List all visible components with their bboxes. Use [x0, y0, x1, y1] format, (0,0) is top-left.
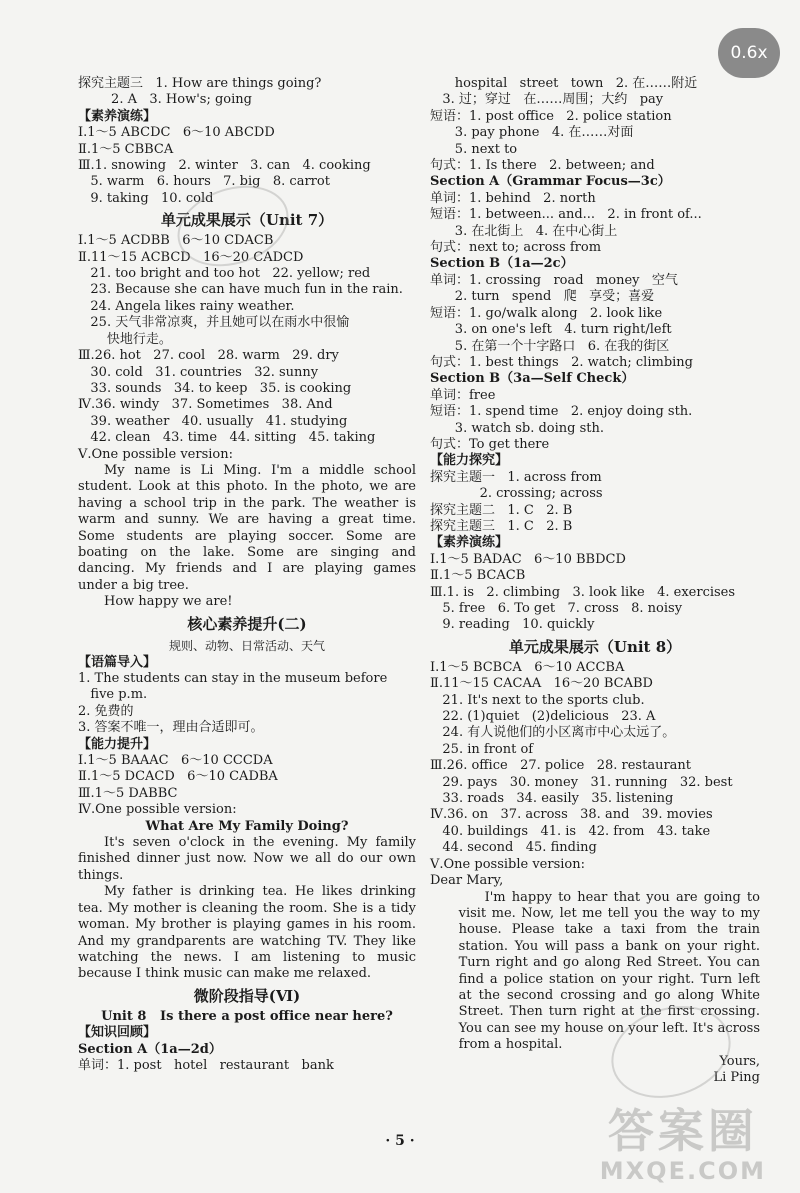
- section-heading: Section B（3a—Self Check）: [430, 371, 635, 387]
- answer-line: 24. Angela likes rainy weather.: [78, 298, 295, 314]
- answer-line: Ⅱ.11～15 CACAA 16～20 BCABD: [430, 676, 653, 692]
- answer-line: 21. too bright and too hot 22. yellow; red: [78, 266, 371, 282]
- answer-line: 40. buildings 41. is 42. from 43. take: [430, 823, 711, 839]
- answer-line: Ⅱ.1～5 BCACB: [430, 568, 526, 584]
- answer-line: Ⅰ.1～5 ACDBB 6～10 CDACB: [78, 233, 274, 249]
- answer-line: 33. sounds 34. to keep 35. is cooking: [78, 380, 352, 396]
- answer-line: Ⅱ.1～5 CBBCA: [78, 141, 174, 157]
- answer-line: 21. It's next to the sports club.: [430, 692, 645, 708]
- unit-title: 单元成果展示（Unit 7）: [160, 211, 334, 230]
- answer-line: 24. 有人说他们的小区离市中心太远了。: [430, 725, 676, 741]
- answer-line: Ⅴ.One possible version:: [78, 446, 233, 462]
- answer-line: 3. 过；穿过 在……周围；大约 pay: [430, 92, 664, 108]
- section-heading: 【知识回顾】: [78, 1025, 157, 1041]
- section-heading: Section A（1a—2d）: [78, 1041, 222, 1057]
- answer-line: Ⅱ.1～5 DCACD 6～10 CADBA: [78, 769, 278, 785]
- answer-line: 9. taking 10. cold: [78, 190, 214, 206]
- answer-line: 42. clean 43. time 44. sitting 45. taking: [78, 430, 376, 446]
- answer-line: 44. second 45. finding: [430, 840, 597, 856]
- answer-line: hospital street town 2. 在……附近: [430, 76, 698, 91]
- section-heading: 【能力提升】: [78, 736, 157, 752]
- answer-line: 5. next to: [430, 141, 518, 157]
- answer-line: 单词：1. crossing road money 空气: [430, 272, 678, 288]
- unit-title: 微阶段指导(Ⅵ): [193, 986, 301, 1005]
- answer-line: 单词：1. behind 2. north: [430, 190, 596, 206]
- answer-line: 句式：To get there: [430, 436, 550, 452]
- answer-line: 29. pays 30. money 31. running 32. best: [430, 774, 733, 790]
- signature-line: Li Ping: [713, 1069, 760, 1085]
- answer-line: Ⅲ.1. snowing 2. winter 3. can 4. cooking: [78, 158, 371, 174]
- answer-line: 单词：free: [430, 387, 496, 403]
- answer-line: Ⅲ.1～5 DABBC: [78, 785, 178, 801]
- answer-line: Ⅰ.1～5 BCBCA 6～10 ACCBA: [430, 659, 625, 675]
- essay-title: Unit 8 Is there a post office near here?: [101, 1008, 393, 1024]
- signature-line: Yours,: [719, 1053, 760, 1069]
- answer-line: Ⅰ.1～5 BAAAC 6～10 CCCDA: [78, 753, 273, 769]
- answer-line: 3. on one's left 4. turn right/left: [430, 322, 672, 338]
- answer-line: 5. 在第一个十字路口 6. 在我的街区: [430, 338, 670, 354]
- answer-line: 快地行走。: [78, 331, 172, 347]
- answer-line: Ⅱ.11～15 ACBCD 16～20 CADCD: [78, 249, 304, 265]
- section-heading: 【语篇导入】: [78, 654, 157, 670]
- right-column: [430, 76, 760, 1086]
- answer-line: 探究主题三 1. How are things going?: [78, 76, 322, 91]
- answer-line: 2. turn spend 爬 享受；喜爱: [430, 289, 655, 305]
- answer-line: Ⅳ.One possible version:: [78, 802, 237, 818]
- section-heading: Section A（Grammar Focus—3c）: [430, 174, 671, 190]
- answer-line: 2. A 3. How's; going: [78, 92, 252, 108]
- answer-line: Ⅳ.36. windy 37. Sometimes 38. And: [78, 397, 333, 413]
- answer-line: 3. 答案不唯一，理由合适即可。: [78, 720, 264, 736]
- section-heading: 【能力探究】: [430, 453, 509, 469]
- answer-line: 探究主题一 1. across from: [430, 469, 602, 485]
- answer-line: 句式：next to; across from: [430, 240, 602, 256]
- essay-paragraph: My father is drinking tea. He likes drinking tea. My mother is cleaning the room. She is a tidy woman. My brother is playing games in his room. And my grandparents are watching TV. They like watching the news. I am listening to music because I think music can make me relaxed.: [78, 884, 416, 982]
- answer-line: 1. The students can stay in the museum before: [78, 671, 388, 686]
- answer-line: Dear Mary,: [430, 873, 504, 889]
- unit-title: 核心素养提升(二): [187, 614, 307, 633]
- answer-line: 39. weather 40. usually 41. studying: [78, 413, 348, 429]
- answer-line: Ⅴ.One possible version:: [430, 856, 585, 872]
- answer-line: 2. 免费的: [78, 703, 134, 719]
- answer-line: 9. reading 10. quickly: [430, 617, 595, 633]
- unit-subtitle: 规则、动物、日常活动、天气: [168, 638, 325, 653]
- section-heading: Section B（1a—2c）: [430, 256, 574, 272]
- section-heading: 【素养演练】: [78, 108, 157, 124]
- essay-paragraph: I'm happy to hear that you are going to visit me. Now, let me tell you the way to my house. Please take a taxi from the train station. You will pass a bank on your right. Turn right and go along Red Street. You can find a police station on your right. Turn left at the second crossing and go along White Street. Then turn right at the first crossing. You can see my house on your left. It's across from a hospital.: [458, 889, 760, 1053]
- answer-line: Ⅲ.1. is 2. climbing 3. look like 4. exercises: [430, 584, 736, 600]
- answer-line: 探究主题三 1. C 2. B: [430, 518, 573, 534]
- answer-line: 3. 在北街上 4. 在中心街上: [430, 223, 618, 239]
- page-number: · 5 ·: [385, 1133, 415, 1149]
- essay-paragraph: My name is Li Ming. I'm a middle school student. Look at this photo. In the photo, we are having a school trip in the park. The weather is warm and sunny. We are having a great time. Some students are playing soccer. Some are boating on the lake. Some are singing and dancing. My friends and I are playing games under a big tree.: [78, 462, 416, 593]
- answer-line: 5. free 6. To get 7. cross 8. noisy: [430, 601, 683, 616]
- answer-line: 33. roads 34. easily 35. listening: [430, 791, 674, 807]
- answer-line: 3. watch sb. doing sth.: [430, 420, 605, 436]
- answer-line: Ⅰ.1～5 BADAC 6～10 BBDCD: [430, 551, 626, 567]
- answer-line: 5. warm 6. hours 7. big 8. carrot: [78, 174, 330, 190]
- essay-paragraph: It's seven o'clock in the evening. My family finished dinner just now. Now we all do our own things.: [78, 835, 416, 883]
- essay-title: What Are My Family Doing?: [145, 818, 349, 834]
- unit-title: 单元成果展示（Unit 8）: [508, 637, 682, 656]
- answer-line: five p.m.: [78, 687, 148, 703]
- answer-line: 2. crossing; across: [430, 486, 603, 502]
- answer-line: 句式：1. best things 2. watch; climbing: [430, 354, 693, 370]
- section-heading: 【素养演练】: [430, 535, 509, 551]
- answer-line: Ⅲ.26. hot 27. cool 28. warm 29. dry: [78, 348, 339, 364]
- answer-line: 句式：1. Is there 2. between; and: [430, 158, 655, 174]
- answer-line: 短语：1. between... and... 2. in front of...: [430, 207, 702, 223]
- answer-line: 短语：1. spend time 2. enjoy doing sth.: [430, 404, 693, 420]
- answer-line: 探究主题二 1. C 2. B: [430, 502, 573, 518]
- essay-paragraph: How happy we are!: [104, 594, 233, 610]
- answer-line: 3. pay phone 4. 在……对面: [430, 125, 634, 141]
- answer-line: 25. in front of: [430, 741, 534, 757]
- watermark: 答案圈 MXQE.COM: [599, 1104, 766, 1185]
- zoom-badge[interactable]: 0.6x: [718, 28, 780, 78]
- answer-line: Ⅲ.26. office 27. police 28. restaurant: [430, 758, 692, 774]
- answer-line: 单词：1. post hotel restaurant bank: [78, 1057, 334, 1073]
- answer-line: Ⅳ.36. on 37. across 38. and 39. movies: [430, 807, 713, 823]
- answer-line: 短语：1. post office 2. police station: [430, 108, 672, 124]
- answer-line: 30. cold 31. countries 32. sunny: [78, 364, 319, 380]
- answer-line: 22. (1)quiet (2)delicious 23. A: [430, 709, 656, 725]
- answer-line: 23. Because she can have much fun in the rain.: [78, 282, 403, 298]
- answer-line: 短语：1. go/walk along 2. look like: [430, 305, 663, 321]
- answer-line: 25. 天气非常凉爽，并且她可以在雨水中很愉: [78, 315, 350, 331]
- answer-line: Ⅰ.1～5 ABCDC 6～10 ABCDD: [78, 125, 275, 141]
